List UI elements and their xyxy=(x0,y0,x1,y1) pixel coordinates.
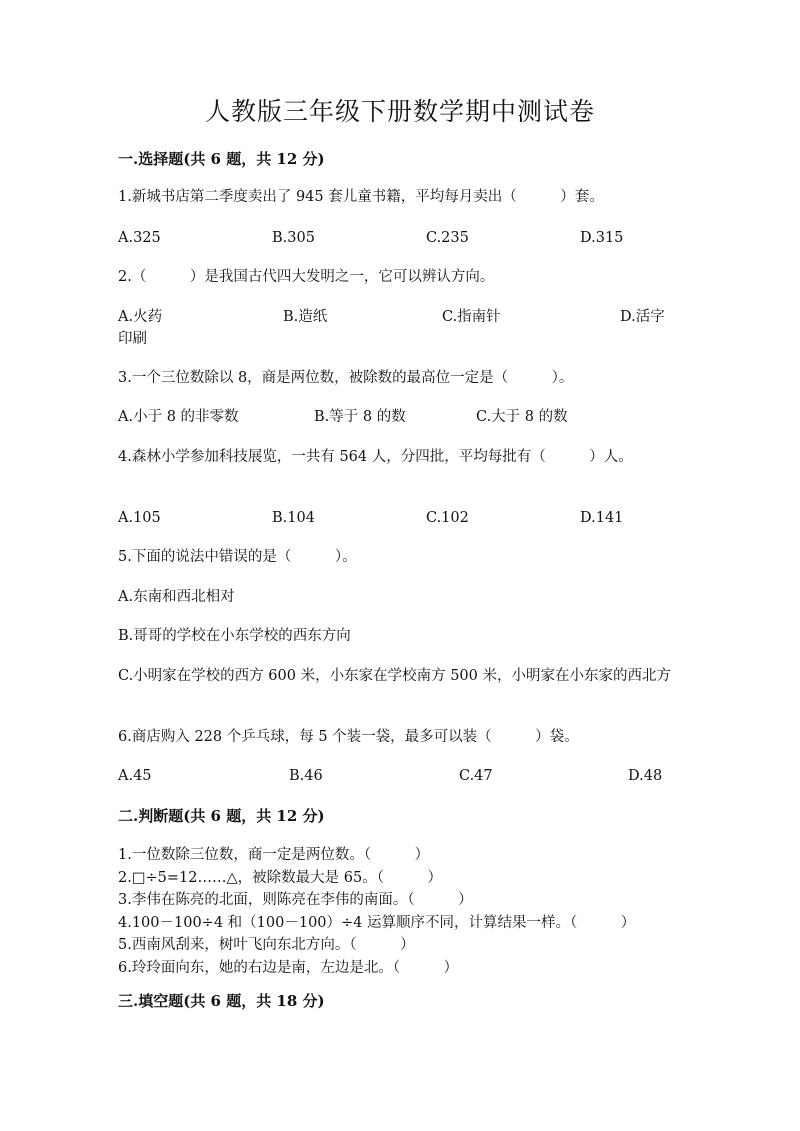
question-2-option-c: C.指南针 xyxy=(442,309,501,325)
question-4-option-c: C.102 xyxy=(426,510,469,526)
question-3-option-b: B.等于 8 的数 xyxy=(314,409,406,425)
question-5-stem: 5.下面的说法中错误的是（ ）。 xyxy=(118,549,357,565)
question-1-option-c: C.235 xyxy=(426,230,469,246)
question-6-option-a: A.45 xyxy=(118,768,152,784)
question-4-option-d: D.141 xyxy=(580,510,624,526)
question-6-option-b: B.46 xyxy=(289,768,323,784)
question-1-option-b: B.305 xyxy=(272,230,315,246)
question-6-option-c: C.47 xyxy=(459,768,493,784)
section-heading-choice: 一.选择题(共 6 题，共 12 分) xyxy=(118,150,325,168)
judgement-item: 2.□÷5=12……△，被除数最大是 65。（ ） xyxy=(118,869,442,886)
judgement-item: 6.玲玲面向东，她的右边是南，左边是北。（ ） xyxy=(118,959,459,976)
question-3-option-c: C.大于 8 的数 xyxy=(476,409,568,425)
question-4-option-b: B.104 xyxy=(272,510,315,526)
question-5-option-c: C.小明家在学校的西方 600 米，小东家在学校南方 500 米，小明家在小东家的西北方 xyxy=(118,668,671,684)
question-1-stem: 1.新城书店第二季度卖出了 945 套儿童书籍，平均每月卖出（ ）套。 xyxy=(118,189,604,205)
question-6-stem: 6.商店购入 228 个乒乓球，每 5 个装一袋，最多可以装（ ）袋。 xyxy=(118,729,579,745)
question-4-stem: 4.森林小学参加科技展览，一共有 564 人，分四批，平均每批有（ ）人。 xyxy=(118,449,633,465)
question-2-option-d-wrap: 印刷 xyxy=(118,331,147,347)
section-heading-fill-blank: 三.填空题(共 6 题，共 18 分) xyxy=(118,992,325,1010)
judgement-item: 1.一位数除三位数，商一定是两位数。（ ） xyxy=(118,847,430,863)
page-title: 人教版三年级下册数学期中测试卷 xyxy=(204,97,595,126)
question-2-option-a: A.火药 xyxy=(118,309,163,325)
question-4-option-a: A.105 xyxy=(118,510,161,526)
question-6-option-d: D.48 xyxy=(628,768,663,784)
judgement-item: 3.李伟在陈亮的北面，则陈亮在李伟的南面。（ ） xyxy=(118,892,473,908)
judgement-list xyxy=(118,844,698,979)
question-3-option-a: A.小于 8 的非零数 xyxy=(118,409,239,425)
question-1-option-a: A.325 xyxy=(118,230,161,246)
question-5-option-b: B.哥哥的学校在小东学校的西东方向 xyxy=(118,628,351,644)
judgement-item: 5.西南风刮来，树叶飞向东北方向。（ ） xyxy=(118,937,415,953)
question-3-stem: 3.一个三位数除以 8，商是两位数，被除数的最高位一定是（ ）。 xyxy=(118,370,574,386)
section-heading-judgement: 二.判断题(共 6 题，共 12 分) xyxy=(118,807,325,825)
question-2-option-d: D.活字 xyxy=(620,309,665,325)
question-2-option-b: B.造纸 xyxy=(283,309,328,325)
question-1-option-d: D.315 xyxy=(580,230,624,246)
question-2-stem: 2.（ ）是我国古代四大发明之一，它可以辨认方向。 xyxy=(118,269,495,285)
judgement-item: 4.100－100÷4 和（100－100）÷4 运算顺序不同，计算结果一样。（ ） xyxy=(118,914,636,931)
question-5-option-a: A.东南和西北相对 xyxy=(118,589,235,605)
